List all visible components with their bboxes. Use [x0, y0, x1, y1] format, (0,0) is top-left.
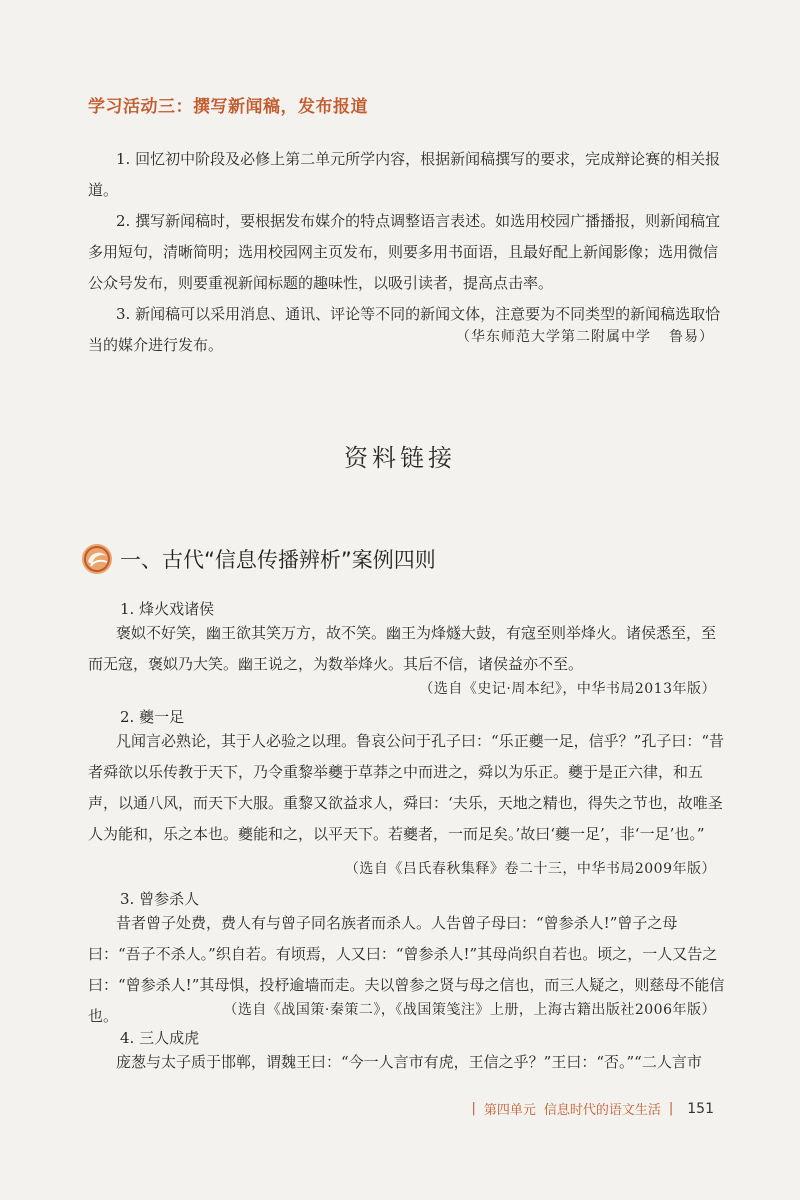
case-text-2: 凡闻言必熟论，其于人必验之以理。鲁哀公问于孔子曰：“乐正夔一足，信乎？”孔子曰：“昔者舜欲以乐传教于天下，乃令重黎举夔于草莽之中而进之，舜以为乐正。夔于是正六律，和五声，以通八风，而天下大服。重黎又欲益求人，舜曰：‘夫乐，天地之精也，得失之节也，故唯圣人为能和，乐之本也。夔能和之，以平天下。若夔者，一而足矣。’故曰‘夔一足’，非‘一足’也。” — [88, 732, 725, 843]
case-title-2: 2. 夔一足 — [120, 708, 185, 726]
case-source-2: （选自《吕氏春秋集释》卷二十三，中华书局2009年版） — [344, 861, 716, 877]
signature-name: 鲁易） — [669, 329, 714, 345]
case-text-1: 褒姒不好笑，幽王欲其笑万方，故不笑。幽王为烽燧大鼓，有寇至则举烽火。诸侯悉至，至而无寇，褒姒乃大笑。幽王说之，为数举烽火。其后不信，诸侯益亦不至。 — [88, 624, 717, 673]
section-heading: 资料链接 — [344, 444, 456, 472]
case-title-3: 3. 曾参杀人 — [120, 890, 200, 908]
activity-item-2: 2. 撰写新闻稿时，要根据发布媒介的特点调整语言表述。如选用校园广播播报，则新闻稿宜多用短句，清晰简明；选用校园网主页发布，则要多用书面语，且最好配上新闻影像；选用微信公众号发布，则要重视新闻标题的趣味性，以吸引读者，提高点击率。 — [88, 212, 721, 292]
footer-divider-left: | — [471, 1101, 476, 1116]
footer-unit-title: 信息时代的语文生活 — [543, 1103, 661, 1118]
part-title-text: 一、古代“信息传播辨析”案例四则 — [120, 548, 436, 572]
activity-title: 学习活动三：撰写新闻稿，发布报道 — [88, 97, 368, 117]
case-source-1: （选自《史记·周本纪》，中华书局2013年版） — [419, 681, 716, 697]
case-title-4: 4. 三人成虎 — [120, 1029, 200, 1047]
footer-unit: 第四单元 — [483, 1103, 536, 1118]
signature-school: （华东师范大学第二附属中学 — [456, 329, 651, 345]
case-text-4: 庞葱与太子质于邯郸，谓魏王曰：“今一人言市有虎，王信之乎？”王曰：“否。”“二人言市 — [116, 1053, 702, 1071]
part-title — [80, 542, 436, 576]
activity-item-3: 3. 新闻稿可以采用消息、通讯、评论等不同的新闻文体，注意要为不同类型的新闻稿选取恰当的媒介进行发布。 — [88, 305, 721, 354]
page-number: 151 — [687, 1100, 714, 1117]
swirl-icon — [80, 542, 114, 576]
case-text-3: 昔者曾子处费，费人有与曾子同名族者而杀人。人告曾子母曰：“曾参杀人!”曾子之母曰：“吾子不杀人。”织自若。有顷焉，人又曰：“曾参杀人!”其母尚织自若也。顷之，一人又告之曰：“曾参杀人!”其母惧，投杼逾墙而走。夫以曾参之贤与母之信也，而三人疑之，则慈母不能信也。 — [88, 914, 725, 1025]
case-source-3: （选自《战国策·秦策二》，《战国策笺注》上册，上海古籍出版社2006年版） — [223, 1002, 716, 1018]
activity-item-1: 1. 回忆初中阶段及必修上第二单元所学内容，根据新闻稿撰写的要求，完成辩论赛的相关报道。 — [88, 150, 721, 199]
page-footer — [471, 1099, 714, 1118]
author-signature — [456, 326, 714, 346]
case-title-1: 1. 烽火戏诸侯 — [120, 600, 215, 618]
footer-divider-right: | — [668, 1101, 674, 1116]
